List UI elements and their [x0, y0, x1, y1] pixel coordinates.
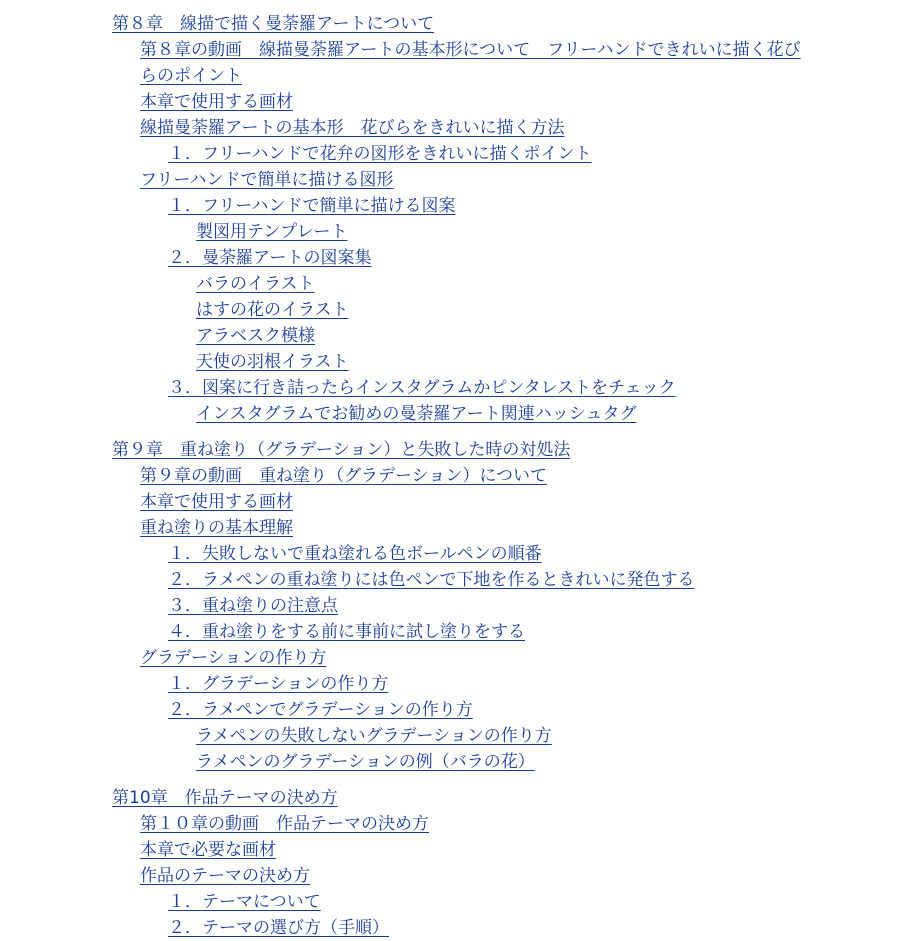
- toc-item-theme-selection-steps[interactable]: ２．テーマの選び方（手順）: [168, 918, 389, 938]
- toc-item-chapter-8-video[interactable]: 第８章の動画 線描曼荼羅アートの基本形について フリーハンドできれいに描く花びらのポイント: [140, 40, 801, 86]
- toc-chapter-10[interactable]: 第10章 作品テーマの決め方: [112, 788, 338, 808]
- toc-item-glitter-pen-base[interactable]: ２．ラメペンの重ね塗りには色ペンで下地を作るときれいに発色する: [168, 570, 695, 590]
- toc-item-gradation-how-to[interactable]: グラデーションの作り方: [140, 648, 327, 668]
- toc-item-gradation-steps[interactable]: １．グラデーションの作り方: [168, 674, 389, 694]
- toc-item-chapter-10-video[interactable]: 第１０章の動画 作品テーマの決め方: [140, 814, 429, 834]
- toc-item-about-theme[interactable]: １．テーマについて: [168, 892, 321, 912]
- toc-chapter-9[interactable]: 第９章 重ね塗り（グラデーション）と失敗した時の対処法: [112, 440, 571, 460]
- toc-item-layering-basics[interactable]: 重ね塗りの基本理解: [140, 518, 293, 538]
- table-of-contents: [0, 11, 920, 941]
- toc-item-choosing-theme[interactable]: 作品のテーマの決め方: [140, 866, 310, 886]
- toc-item-freehand-petal-points[interactable]: １．フリーハンドで花弁の図形をきれいに描くポイント: [168, 144, 592, 164]
- toc-item-hashtags[interactable]: インスタグラムでお勧めの曼荼羅アート関連ハッシュタグ: [196, 404, 637, 424]
- toc-item-rose-illustration[interactable]: バラのイラスト: [196, 274, 315, 294]
- toc-item-test-coloring[interactable]: ４．重ね塗りをする前に事前に試し塗りをする: [168, 622, 525, 642]
- toc-item-lotus-illustration[interactable]: はすの花のイラスト: [196, 300, 349, 320]
- toc-item-chapter-9-video[interactable]: 第９章の動画 重ね塗り（グラデーション）について: [140, 466, 547, 486]
- toc-item-glitter-gradation-example[interactable]: ラメペンのグラデーションの例（バラの花）: [196, 752, 535, 772]
- toc-item-freehand-shapes[interactable]: フリーハンドで簡単に描ける図形: [140, 170, 394, 190]
- toc-item-drafting-template[interactable]: 製図用テンプレート: [196, 222, 348, 242]
- toc-item-mandala-design-collection[interactable]: ２．曼荼羅アートの図案集: [168, 248, 372, 268]
- section-gap: [0, 427, 920, 437]
- toc-item-materials[interactable]: 本章で使用する画材: [140, 492, 293, 512]
- toc-item-required-materials[interactable]: 本章で必要な画材: [140, 840, 276, 860]
- toc-item-arabesque[interactable]: アラベスク模様: [196, 326, 315, 346]
- section-gap: [0, 775, 920, 785]
- toc-item-glitter-gradation-tips[interactable]: ラメペンの失敗しないグラデーションの作り方: [196, 726, 552, 746]
- toc-item-basic-form[interactable]: 線描曼荼羅アートの基本形 花びらをきれいに描く方法: [140, 118, 565, 138]
- toc-item-materials[interactable]: 本章で使用する画材: [140, 92, 293, 112]
- toc-item-instagram-pinterest[interactable]: ３．図案に行き詰ったらインスタグラムかピンタレストをチェック: [168, 378, 676, 398]
- toc-item-angel-wings[interactable]: 天使の羽根イラスト: [196, 352, 349, 372]
- toc-chapter-8[interactable]: 第８章 線描で描く曼荼羅アートについて: [112, 14, 435, 34]
- toc-item-layering-cautions[interactable]: ３．重ね塗りの注意点: [168, 596, 338, 616]
- toc-item-layering-order[interactable]: １．失敗しないで重ね塗れる色ボールペンの順番: [168, 544, 542, 564]
- toc-item-glitter-gradation[interactable]: ２．ラメペンでグラデーションの作り方: [168, 700, 473, 720]
- toc-item-freehand-designs[interactable]: １．フリーハンドで簡単に描ける図案: [168, 196, 456, 216]
